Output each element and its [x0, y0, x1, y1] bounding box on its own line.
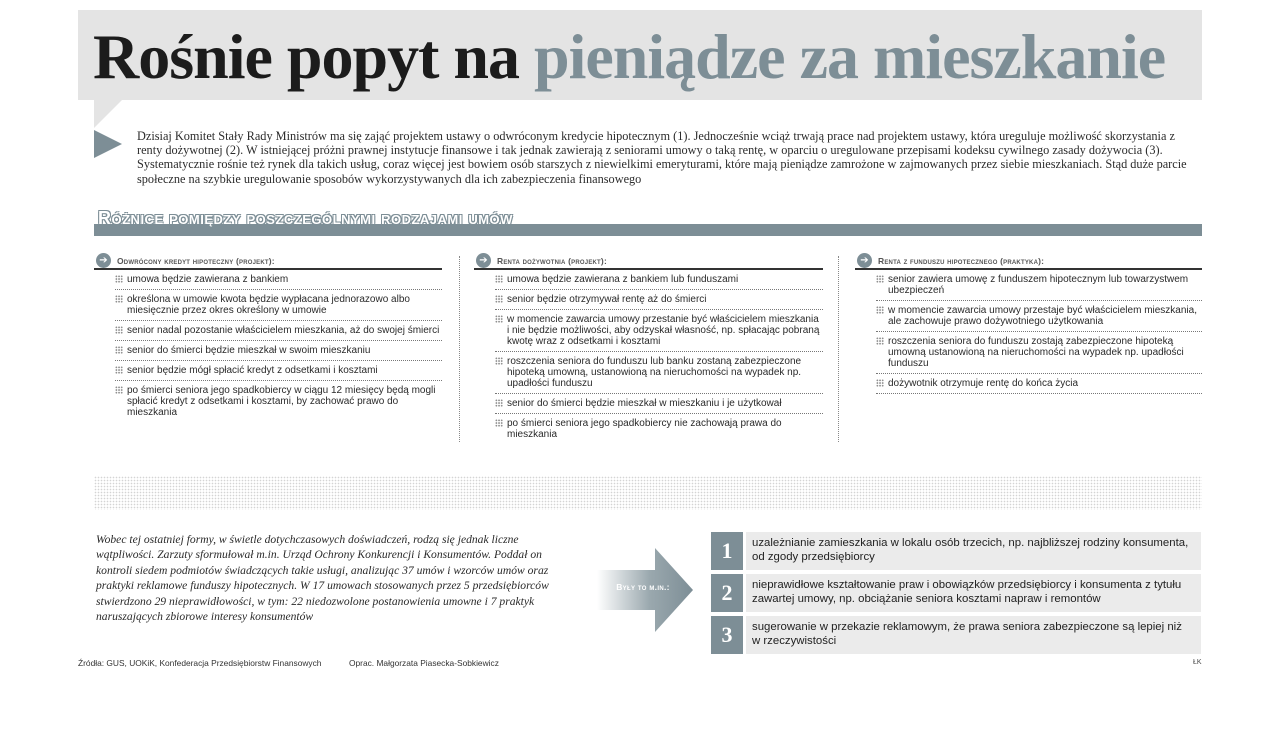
list-item-text: określona w umowie kwota będzie wypłacana jednorazowo albo miesięcznie przez okres określony w umowie	[127, 294, 410, 316]
violations-list	[711, 532, 1201, 658]
list-item-text: senior zawiera umowę z funduszem hipotecznym lub towarzystwem ubezpieczeń	[888, 274, 1189, 296]
list-item-text: w momencie zawarcia umowy przestaje być właścicielem mieszkania, ale zachowuje prawo dożywotniego użytkowania	[888, 305, 1197, 327]
column-reverse-mortgage	[94, 254, 442, 422]
list-item	[115, 270, 442, 290]
column-divider	[838, 256, 839, 442]
dot-grid-bullet-icon	[495, 295, 503, 303]
list-item	[876, 332, 1202, 374]
dot-grid-bullet-icon	[876, 275, 884, 283]
dot-grid-bullet-icon	[495, 275, 503, 283]
list-item	[876, 301, 1202, 332]
section-heading: Różnice pomiędzy poszczególnymi rodzajami umów	[98, 208, 513, 228]
list-item	[495, 270, 823, 290]
list-item-text: w momencie zawarcia umowy przestanie być właścicielem mieszkania i nie będzie możliwości, aby odzyskał własność, np. spłacając pobraną kwotę wraz z odsetkami i kosztami	[507, 314, 820, 347]
column-items	[115, 270, 442, 422]
list-item-text: umowa będzie zawierana z bankiem lub funduszami	[507, 274, 739, 285]
list-item-text: umowa będzie zawierana z bankiem	[127, 274, 289, 285]
column-items	[495, 270, 823, 444]
list-item-text: roszczenia seniora do funduszu lub banku zostaną zabezpieczone hipoteką umowną, ustanowioną na nieruchomości na wypadek np. upadłości funduszu	[507, 356, 802, 389]
list-item-text: senior do śmierci będzie mieszkał w swoim mieszkaniu	[127, 345, 371, 356]
dot-grid-bullet-icon	[115, 366, 123, 374]
violation-item	[711, 574, 1201, 612]
list-item	[876, 270, 1202, 301]
violation-number: 3	[711, 616, 743, 654]
callout-label: Były to m.in.:	[616, 582, 670, 592]
arrow-circle-icon: ➔	[476, 253, 491, 268]
list-item-text: senior nadal pozostanie właścicielem mieszkania, aż do swojej śmierci	[127, 325, 440, 336]
sources-credit: Źródła: GUS, UOKiK, Konfederacja Przedsiębiorstw Finansowych	[78, 658, 322, 668]
column-header	[94, 254, 442, 270]
arrow-circle-icon: ➔	[96, 253, 111, 268]
list-item-text: senior będzie mógł spłacić kredyt z odsetkami i kosztami	[127, 365, 378, 376]
list-item	[115, 361, 442, 381]
page-title	[93, 18, 1165, 96]
list-item-text: po śmierci seniora jego spadkobiercy w ciągu 12 miesięcy będą mogli spłacić kredyt z odsetkami i kosztami, by zachować prawo do mieszkania	[127, 385, 436, 418]
dot-grid-bullet-icon	[495, 315, 503, 323]
list-item	[115, 381, 442, 422]
dot-grid-bullet-icon	[495, 357, 503, 365]
author-initials: ŁK	[1193, 659, 1202, 666]
list-item-text: roszczenia seniora do funduszu zostają zabezpieczone hipoteką umowną ustanowioną na nieruchomości na wypadek np. upadłości funduszu	[888, 336, 1184, 369]
violation-text: uzależnianie zamieszkania w lokalu osób trzecich, np. najbliższej rodziny konsumenta, od zgody przedsiębiorcy	[746, 532, 1201, 570]
column-title: Renta z funduszu hipotecznego (praktyka):	[878, 255, 1045, 266]
violation-number: 2	[711, 574, 743, 612]
list-item	[115, 321, 442, 341]
uokik-note: Wobec tej ostatniej formy, w świetle dotychczasowych doświadczeń, rodzą się jednak liczne wątpliwości. Zarzuty sformułował m.in. Urząd Ochrony Konkurencji i Konsumentów. Poddał on kontroli siedem podmiotów świadczących takie usługi, analizując 37 umów i wzorców umów oraz praktyki reklamowe funduszy hipotecznych. W 17 umowach stosowanych przez 5 przedsiębiorców stwierdzono 29 nieprawidłowości, w tym: 22 niedozwolone postanowienia umowne i 7 praktyk naruszających zbiorowe interesy konsumentów	[96, 533, 549, 624]
dot-grid-bullet-icon	[876, 306, 884, 314]
column-items	[876, 270, 1202, 394]
dot-grid-bullet-icon	[115, 386, 123, 394]
column-title: Odwrócony kredyt hipoteczny (projekt):	[117, 255, 275, 266]
dotted-texture-band	[94, 476, 1202, 510]
list-item	[495, 290, 823, 310]
column-divider	[459, 256, 460, 442]
page-title-dark: Rośnie popyt na	[93, 21, 519, 92]
violation-item	[711, 532, 1201, 570]
dot-grid-bullet-icon	[876, 337, 884, 345]
page-title-light: pieniądze za mieszkanie	[534, 21, 1166, 92]
list-item	[876, 374, 1202, 394]
list-item	[495, 414, 823, 444]
list-item	[495, 310, 823, 352]
column-title: Renta dożywotnia (projekt):	[497, 255, 607, 266]
list-item-text: senior będzie otrzymywał rentę aż do śmierci	[507, 294, 707, 305]
column-life-annuity	[474, 254, 823, 444]
dot-grid-bullet-icon	[115, 346, 123, 354]
intro-arrow-icon	[94, 130, 122, 158]
list-item-text: dożywotnik otrzymuje rentę do końca życia	[888, 378, 1079, 389]
column-header	[474, 254, 823, 270]
dot-grid-bullet-icon	[115, 326, 123, 334]
list-item-text: senior do śmierci będzie mieszkał w mieszkaniu i je użytkował	[507, 398, 782, 409]
dot-grid-bullet-icon	[495, 419, 503, 427]
violation-text: sugerowanie w przekazie reklamowym, że prawa seniora zabezpieczone są lepiej niż w rzeczywistości	[746, 616, 1201, 654]
dot-grid-bullet-icon	[115, 275, 123, 283]
dot-grid-bullet-icon	[495, 399, 503, 407]
list-item-text: po śmierci seniora jego spadkobiercy nie zachowają prawa do mieszkania	[507, 418, 782, 440]
dot-grid-bullet-icon	[876, 379, 884, 387]
violation-item	[711, 616, 1201, 654]
title-band-notch	[94, 100, 122, 128]
intro-paragraph: Dzisiaj Komitet Stały Rady Ministrów ma się zająć projektem ustawy o odwróconym kredycie hipotecznym (1). Jednocześnie wciąż trwają prace nad projektem ustawy, która ureguluje możliwość skorzystania z renty dożywotnej (2). W istniejącej próżni prawnej instytucje finansowe i tak jednak zawierają z seniorami umowy o taką rentę, w oparciu o uregulowane przepisami kodeksu cywilnego zasady dożywocia (3). Systematycznie rośnie też rynek dla takich usług, coraz więcej jest bowiem osób starszych z niewielkimi emeryturami, które mają pieniądze zamrożone w zajmowanych przez siebie mieszkaniach. Stąd duże parcie społeczne na szybkie uregulowanie sposobów wykorzystywanych dla ich zabezpieczenia finansowego	[137, 129, 1187, 186]
dot-grid-bullet-icon	[115, 295, 123, 303]
column-mortgage-fund-annuity	[855, 254, 1202, 394]
list-item	[495, 394, 823, 414]
list-item	[115, 290, 442, 321]
violation-text: nieprawidłowe kształtowanie praw i obowiązków przedsiębiorcy i konsumenta z tytułu zawartej umowy, np. obciążanie seniora kosztami napraw i remontów	[746, 574, 1201, 612]
author-credit: Oprac. Małgorzata Piasecka-Sobkiewicz	[349, 658, 499, 668]
arrow-circle-icon: ➔	[857, 253, 872, 268]
list-item	[115, 341, 442, 361]
violation-number: 1	[711, 532, 743, 570]
column-header	[855, 254, 1202, 270]
list-item	[495, 352, 823, 394]
